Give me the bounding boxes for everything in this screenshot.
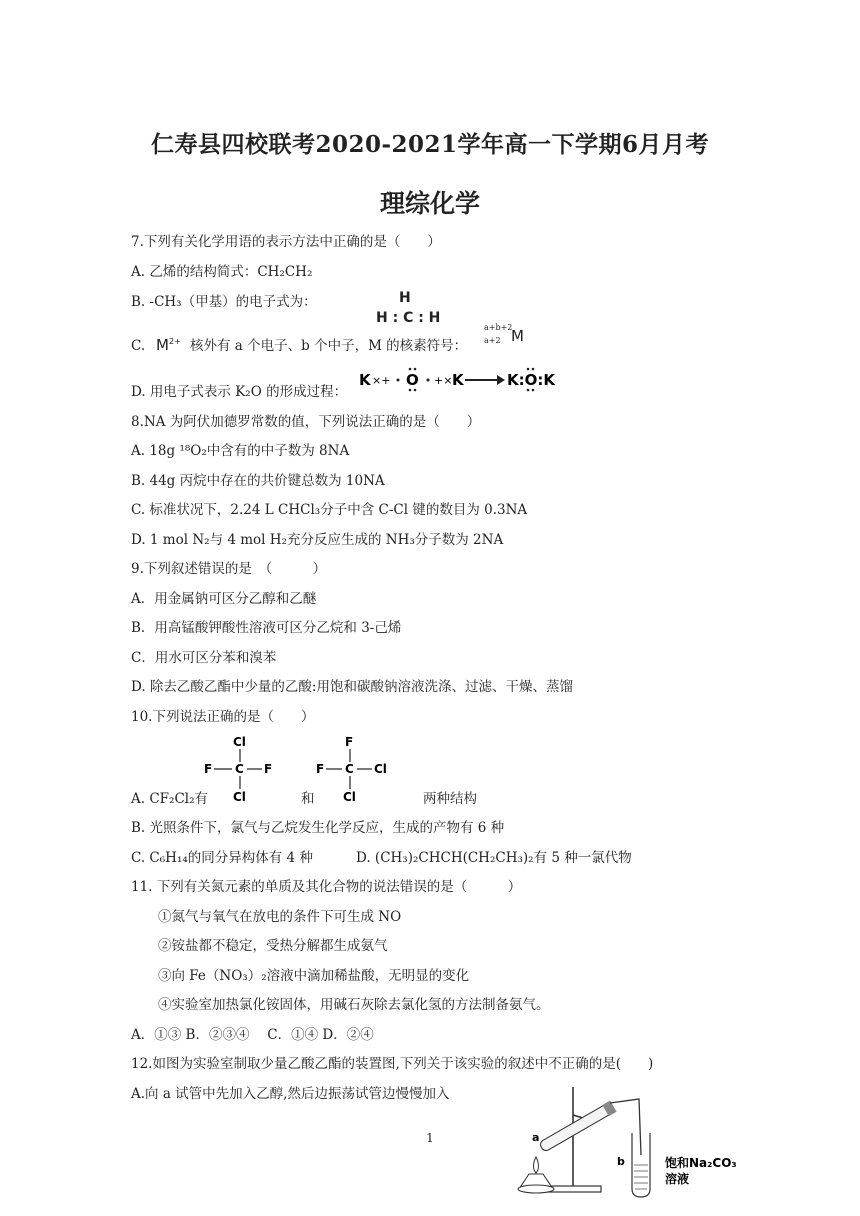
s2-right: Cl — [374, 762, 387, 776]
s1-left: F — [204, 762, 213, 776]
q9-option-a: A．用金属钠可区分乙醇和乙醚 — [131, 591, 317, 607]
q10-stem: 10.下列说法正确的是（ ） — [131, 709, 315, 725]
ion-charge: 2+ — [168, 337, 181, 346]
nuclide-symbol: M — [511, 327, 524, 345]
s2-left: F — [316, 762, 325, 776]
q8-option-c: C. 标准状况下，2.24 L CHCl₃分子中含 C-Cl 键的数目为 0.3NA — [131, 502, 528, 518]
document-subtitle: 理综化学 — [379, 189, 480, 218]
nuclide-mass-number: a+b+2 — [484, 323, 513, 332]
q11-options: A．①③ B．②③④ C．①④ D．②④ — [131, 1027, 374, 1043]
label-solution-2: 溶液 — [665, 1172, 690, 1186]
document-title: 仁寿县四校联考2020-2021学年高一下学期6月月考 — [150, 131, 710, 158]
s2-bottom: Cl — [343, 790, 356, 804]
s2-c: C — [345, 762, 354, 776]
q7-option-c-label: C. — [131, 338, 146, 354]
q10-option-a-end: 两种结构 — [423, 791, 477, 807]
q8-option-b: B. 44g 丙烷中存在的共价键总数为 10NA — [131, 473, 385, 489]
svg-text:+×: +× — [434, 374, 453, 387]
methyl-electron-formula: H : C : H — [376, 310, 441, 326]
q7-stem: 7.下列有关化学用语的表示方法中正确的是（ ） — [131, 234, 441, 250]
q9-stem: 9.下列叙述错误的是 （ ） — [131, 561, 327, 577]
q12-stem: 12.如图为实验室制取少量乙酸乙酯的装置图,下列关于该实验的叙述中不正确的是( ) — [131, 1056, 654, 1072]
cf2cl2-structure-1 — [200, 734, 280, 804]
s1-right: F — [264, 762, 273, 776]
methyl-electron-formula-top: H — [399, 290, 411, 306]
q8-stem: 8.NA 为阿伏加德罗常数的值，下列说法正确的是（ ） — [131, 414, 481, 430]
k2o-oxygen: O — [406, 371, 419, 389]
k2o-k-left: K — [359, 371, 371, 389]
q7-option-a: A. 乙烯的结构简式：CH₂CH₂ — [131, 264, 313, 280]
k2o-k-right: K — [452, 371, 464, 389]
tube-a — [538, 1100, 616, 1153]
q11-statement-2: ②铵盐都不稳定，受热分解都生成氨气 — [158, 938, 388, 954]
q10-option-a-and: 和 — [301, 791, 315, 807]
electron-dot — [397, 379, 400, 382]
q10-option-a: A. CF₂Cl₂有 — [131, 791, 208, 807]
cf2cl2-structure-2 — [310, 734, 400, 804]
ion-element: M — [156, 336, 169, 354]
lamp-flame — [534, 1157, 539, 1173]
q10-option-c: C. C₆H₁₄的同分异构体有 4 种 — [131, 850, 313, 866]
s2-top: F — [345, 735, 354, 749]
q11-stem: 11. 下列有关氮元素的单质及其化合物的说法错误的是（ ） — [131, 879, 522, 895]
s1-c: C — [235, 762, 244, 776]
nuclide-atomic-number: a+2 — [484, 336, 501, 345]
electron-cross: ×+ — [372, 374, 391, 387]
q11-statement-1: ①氮气与氧气在放电的条件下可生成 NO — [158, 909, 402, 925]
ion-symbol — [156, 332, 181, 355]
q7-option-b: B. -CH₃（甲基）的电子式为： — [131, 294, 317, 310]
delivery-tube — [610, 1099, 641, 1155]
q8-option-a: A. 18g ¹⁸O₂中含有的中子数为 8NA — [131, 443, 350, 459]
k2o-formation-diagram — [357, 362, 567, 394]
q11-statement-4: ④实验室加热氯化铵固体，用碱石灰除去氯化氢的方法制备氨气。 — [158, 997, 550, 1013]
q8-option-d: D. 1 mol N₂与 4 mol H₂充分反应生成的 NH₃分子数为 2NA — [131, 532, 504, 548]
page-number: 1 — [426, 1131, 434, 1145]
q9-option-b: B．用高锰酸钾酸性溶液可区分乙烷和 3-己烯 — [131, 620, 402, 636]
q7-option-d: D. 用电子式表示 K₂O 的形成过程： — [131, 384, 348, 400]
q7-option-c: 核外有 a 个电子、b 个中子，M 的核素符号： — [190, 338, 468, 354]
q10-option-b: B. 光照条件下，氯气与乙烷发生化学反应，生成的产物有 6 种 — [131, 820, 505, 836]
s1-top: Cl — [233, 735, 246, 749]
s1-bottom: Cl — [233, 790, 246, 804]
label-a: a — [532, 1131, 540, 1144]
q9-option-c: C．用水可区分苯和溴苯 — [131, 650, 277, 666]
k2o-product: K:O:K — [507, 371, 555, 389]
q12-option-a: A.向 a 试管中先加入乙醇,然后边振荡试管边慢慢加入 — [131, 1086, 450, 1102]
q9-option-d: D. 除去乙酸乙酯中少量的乙酸:用饱和碳酸钠溶液洗涤、过滤、干燥、蒸馏 — [131, 679, 573, 695]
q11-statement-3: ③向 Fe（NO₃）₂溶液中滴加稀盐酸，无明显的变化 — [158, 968, 470, 984]
label-solution-1: 饱和Na₂CO₃ — [665, 1156, 737, 1170]
label-b: b — [617, 1155, 625, 1168]
q10-option-d: D. (CH₃)₂CHCH(CH₂CH₃)₂有 5 种一氯代物 — [356, 850, 632, 866]
